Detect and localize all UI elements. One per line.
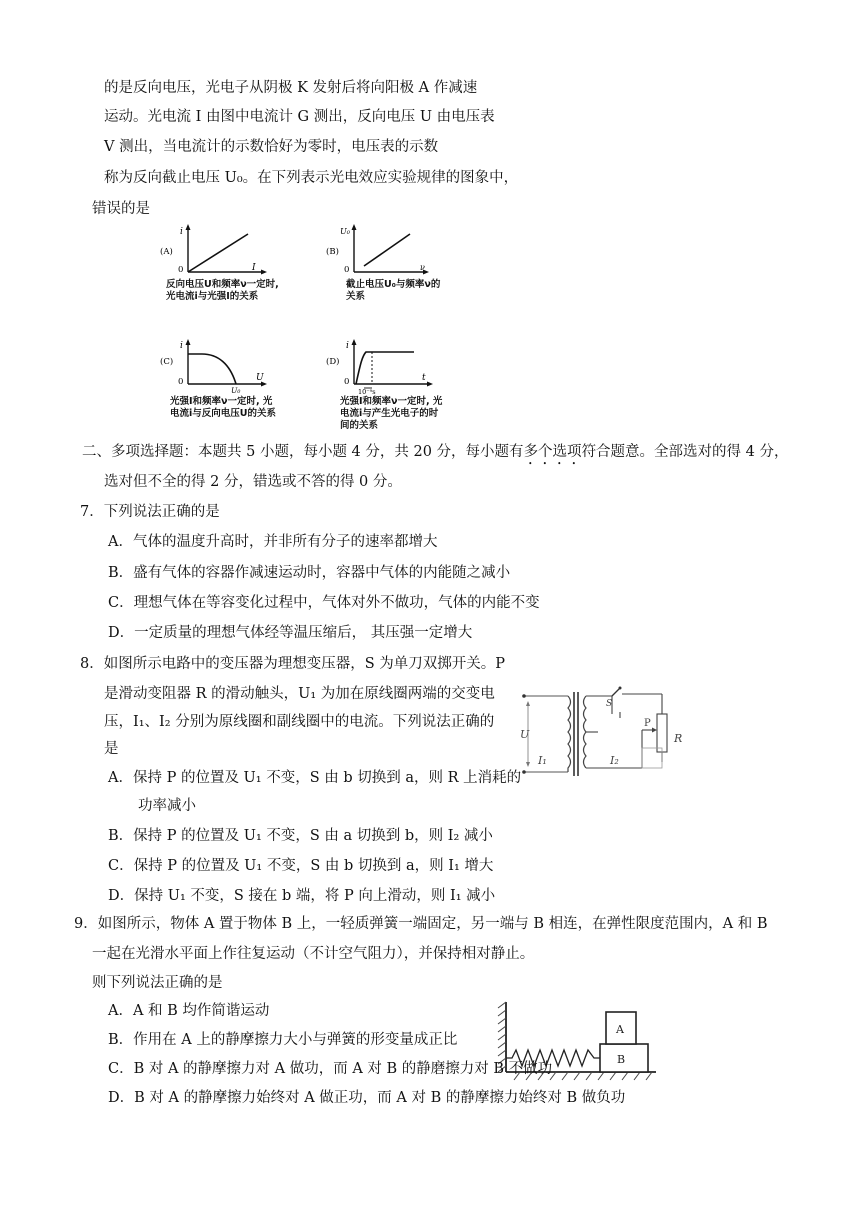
q9-stem-1: 9．如图所示，物体 A 置于物体 B 上，一轻质弹簧一端固定，另一端与 B 相连，在弹性限度范围内，A 和 B (74, 916, 768, 932)
graph-a (160, 222, 270, 280)
intro-line-2: 运动。光电流 I 由图中电流计 G 测出，反向电压 U 由电压表 (104, 109, 495, 125)
intro-line-5: 错误的是 (92, 201, 150, 217)
graph-d-caption-1: 光强I和频率ν一定时, 光 (340, 396, 443, 407)
q9-option-c: C．B 对 A 的静摩擦力对 A 做功，而 A 对 B 的静磨擦力对 B 不做功 (108, 1061, 553, 1077)
q7-option-d: D．一定质量的理想气体经等温压缩后， 其压强一定增大 (108, 625, 473, 641)
q9-option-b: B．作用在 A 上的静摩擦力大小与弹簧的形变量成正比 (108, 1032, 458, 1048)
q7-stem: 7．下列说法正确的是 (80, 504, 220, 520)
q8-label-i2: I₂ (610, 754, 619, 767)
graph-d-xtick: 10⁻⁹s (358, 388, 376, 394)
graph-a-caption-2: 光电流i与光强I的关系 (166, 291, 259, 302)
q8-stem-3: 压，I₁、I₂ 分别为原线圈和副线圈中的电流。下列说法正确的 (104, 714, 495, 730)
q9-option-d: D．B 对 A 的静摩擦力始终对 A 做正功，而 A 对 B 的静摩擦力始终对 B 做负功 (108, 1090, 626, 1106)
q8-label-i1: I₁ (538, 754, 547, 767)
q8-stem-4: 是 (104, 741, 119, 757)
q7-option-a: A．气体的温度升高时，并非所有分子的速率都增大 (108, 534, 438, 550)
section2-emphasis: 多个选项 (523, 444, 582, 460)
graph-b-caption-1: 截止电压U₀与频率ν的 (346, 279, 441, 290)
q8-label-s: S (606, 699, 613, 709)
q8-option-d: D．保持 U₁ 不变，S 接在 b 端，将 P 向上滑动，则 I₁ 减小 (108, 888, 496, 904)
q8-label-p: P (644, 718, 651, 729)
q8-circuit-figure (516, 684, 698, 784)
graph-c-xtick: U₀ (231, 386, 241, 394)
section2-line-2: 选对但不全的得 2 分，错选或不答的得 0 分。 (104, 474, 402, 490)
q8-option-a-1: A．保持 P 的位置及 U₁ 不变，S 由 b 切换到 a，则 R 上消耗的 (108, 770, 522, 786)
q9-stem-3: 则下列说法正确的是 (92, 975, 223, 991)
graph-b-ylabel: U₀ (340, 227, 350, 236)
q9-option-a: A．A 和 B 均作简谐运动 (108, 1003, 270, 1019)
intro-line-4: 称为反向截止电压 U₀。在下列表示光电效应实验规律的图象中， (104, 170, 519, 186)
intro-line-3: V 测出，当电流计的示数恰好为零时，电压表的示数 (104, 139, 439, 155)
graph-c-ylabel: i (180, 341, 183, 351)
graph-d-tag: (D) (326, 357, 340, 367)
graph-c-caption-1: 光强I和频率ν一定时, 光 (170, 396, 273, 407)
q7-option-c: C．理想气体在等容变化过程中，气体对外不做功，气体的内能不变 (108, 595, 540, 611)
graph-d-caption-2: 电流i与产生光电子的时 (340, 408, 439, 419)
q9-block-a-label: A (616, 1023, 624, 1036)
q7-option-b: B．盛有气体的容器作减速运动时，容器中气体的内能随之减小 (108, 565, 511, 581)
q8-option-b: B．保持 P 的位置及 U₁ 不变，S 由 a 切换到 b，则 I₂ 减小 (108, 828, 493, 844)
q8-label-u: U (520, 728, 530, 741)
graph-d (326, 336, 441, 394)
graph-c-caption-2: 电流i与反向电压U的关系 (170, 408, 276, 419)
section2-line-1-post: 符合题意。全部选对的得 4 分， (581, 444, 789, 460)
graph-a-ylabel: i (180, 227, 183, 237)
graph-a-xlabel: I (252, 263, 256, 273)
graph-c-xlabel: U (256, 373, 264, 383)
q8-option-c: C．保持 P 的位置及 U₁ 不变，S 由 b 切换到 a，则 I₁ 增大 (108, 858, 494, 874)
q8-label-r: R (674, 732, 683, 745)
graph-b-tag: (B) (326, 247, 339, 257)
graph-b-caption-2: 关系 (346, 291, 366, 302)
graph-c-tag: (C) (160, 357, 174, 367)
graph-d-origin: 0 (344, 377, 350, 387)
graph-d-ylabel: i (346, 341, 349, 351)
graph-c-origin: 0 (178, 377, 184, 387)
graph-d-xlabel: t (422, 373, 426, 383)
q8-option-a-2: 功率减小 (138, 798, 196, 814)
q9-block-b-label: B (617, 1053, 626, 1066)
q8-stem-2: 是滑动变阻器 R 的滑动触头，U₁ 为加在原线圈两端的交变电 (104, 686, 495, 702)
intro-line-1: 的是反向电压，光电子从阴极 K 发射后将向阳极 A 作减速 (104, 80, 478, 96)
graph-b-origin: 0 (344, 265, 350, 275)
section2-line-1-pre: 二、多项选择题：本题共 5 小题，每小题 4 分，共 20 分，每小题有 (82, 444, 524, 460)
graph-c (160, 336, 275, 394)
graph-b (326, 222, 436, 280)
q8-stem-1: 8．如图所示电路中的变压器为理想变压器，S 为单刀双掷开关。P (80, 656, 506, 672)
q9-stem-2: 一起在光滑水平面上作往复运动（不计空气阻力），并保持相对静止。 (92, 946, 535, 962)
graph-a-tag: (A) (160, 247, 173, 257)
section2-line-1 (82, 442, 789, 468)
graph-d-caption-3: 间的关系 (340, 420, 379, 431)
graph-a-origin: 0 (178, 265, 184, 275)
graph-a-caption-1: 反向电压U和频率ν一定时, (166, 279, 279, 290)
graph-b-xlabel: ν (420, 263, 425, 272)
